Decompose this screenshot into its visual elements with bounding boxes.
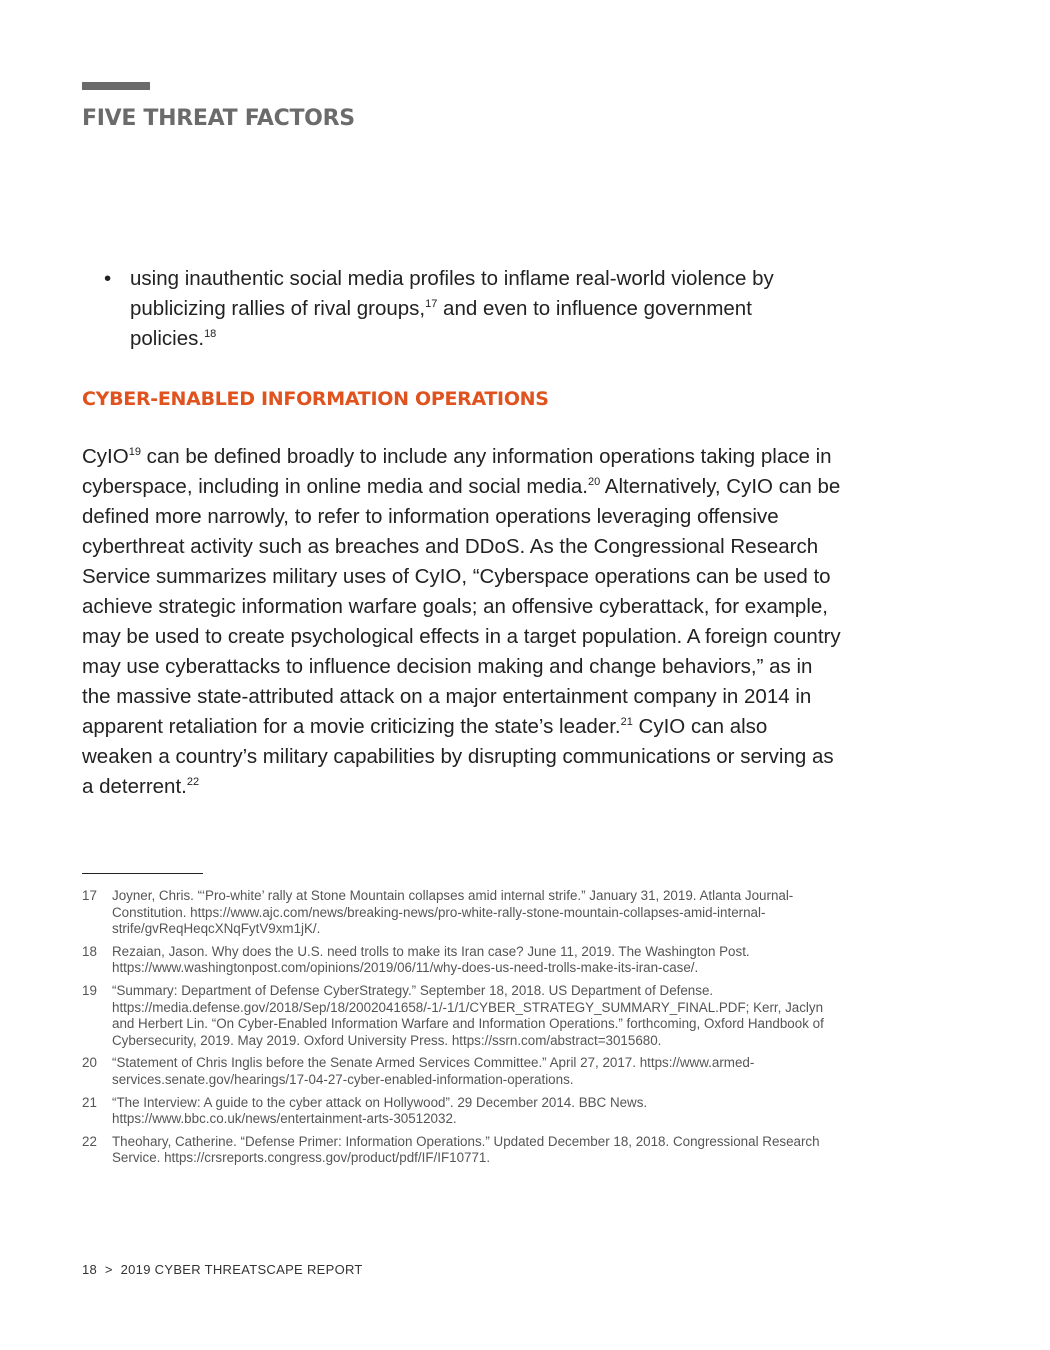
subheading: CYBER-ENABLED INFORMATION OPERATIONS [82, 388, 549, 410]
footnote-number: 19 [82, 982, 97, 998]
footnote-number: 21 [82, 1094, 97, 1110]
footnote-item [82, 1095, 842, 1128]
bullet-dot: • [104, 267, 112, 290]
paragraph-text-4: CyIO can also weaken a country’s military capabilities by disrupting communications or serving as a deterrent. [82, 715, 834, 798]
footnote-text: Joyner, Chris. “‘Pro-white’ rally at Stone Mountain collapses amid internal strife.” January 31, 2019. Atlanta Journal-Constitution. https://www.ajc.com/news/breaking-news/pro-white-rally-stone-mountain-collapses-amid-internal-strife/gvReqHeqcXNqFytV9xm1jK/. [112, 888, 794, 937]
footnote-item [82, 888, 842, 938]
footnote-ref-22[interactable]: 22 [186, 776, 200, 789]
footnotes-list [82, 888, 842, 1173]
bullet-list [104, 264, 824, 354]
footnote-item [82, 1134, 842, 1167]
footnote-divider [82, 873, 203, 874]
footnote-number: 17 [82, 888, 97, 903]
footnote-text: “Statement of Chris Inglis before the Senate Armed Services Committee.” April 27, 2017. https://www.armed-services.senate.gov/hearings/17-04-27-cyber-enabled-information-operations. [112, 1055, 755, 1087]
footnote-item [82, 983, 842, 1049]
footnote-item [82, 944, 842, 977]
footnote-item [82, 1055, 842, 1088]
paragraph-text-3: Alternatively, CyIO can be defined more narrowly, to refer to information operations leveraging offensive cyberthreat activity such as breaches and DDoS. As the Congressional Research Service summarizes military uses of CyIO, “Cyberspace operations can be used to achieve strategic information warfare goals; an offensive cyberattack, for example, may be used to create psychological effects in a target population. A foreign country may use cyberattacks to influence decision making and change behaviors,” as in the massive state-attributed attack on a major entertainment company in 2014 in apparent retaliation for a movie criticizing the state’s leader. [82, 475, 841, 738]
header-accent-bar [82, 82, 150, 90]
footnote-ref-21[interactable]: 21 [620, 716, 633, 729]
footnote-ref-18[interactable]: 18 [204, 328, 217, 341]
footnote-text: “Summary: Department of Defense CyberStrategy.” September 18, 2018. US Department of Defense. https://media.defense.gov/2018/Sep/18/2002041658/-1/-1/1/CYBER_STRATEGY_SUMMARY_FINAL.PDF; Kerr, Jaclyn and Herbert Lin. “On Cyber-Enabled Information Warfare and Information Operations.” forthcoming, Oxford Handbook of Cybersecurity, 2019. May 2019. Oxford University Press. https://ssrn.com/abstract=3015680. [112, 982, 824, 1048]
page-number: 18 [82, 1262, 98, 1277]
footnote-number: 20 [82, 1055, 97, 1071]
footnote-number: 18 [82, 943, 97, 959]
paragraph-text-1: CyIO [82, 445, 129, 468]
bullet-text-cont: and even to influence government policies. [130, 297, 752, 350]
footnote-text: Rezaian, Jason. Why does the U.S. need trolls to make its Iran case? June 11, 2019. The Washington Post. https://www.washingtonpost.com/opinions/2019/06/11/why-does-us-need-trolls-make-its-iran-case/. [112, 943, 750, 976]
body-paragraph [82, 442, 842, 802]
footer-separator: > [104, 1262, 113, 1277]
footnote-number: 22 [82, 1133, 97, 1149]
report-title: 2019 CYBER THREATSCAPE REPORT [120, 1262, 363, 1277]
footnote-ref-17[interactable]: 17 [425, 298, 438, 311]
page-footer [82, 1262, 363, 1277]
bullet-text: using inauthentic social media profiles to inflame real-world violence by publicizing rallies of rival groups, [130, 267, 774, 320]
footnote-text: Theohary, Catherine. “Defense Primer: Information Operations.” Updated December 18, 2018. Congressional Research Service. https://crsreports.congress.gov/product/pdf/IF/IF10771. [112, 1133, 820, 1166]
list-item [104, 264, 824, 354]
footnote-text: “The Interview: A guide to the cyber attack on Hollywood”. 29 December 2014. BBC News. https://www.bbc.co.uk/news/entertainment-arts-30512032. [112, 1094, 648, 1127]
footnote-ref-20[interactable]: 20 [587, 476, 601, 489]
footnote-ref-19[interactable]: 19 [128, 446, 141, 459]
section-title: FIVE THREAT FACTORS [82, 106, 355, 131]
paragraph-text-2: can be defined broadly to include any information operations taking place in cyberspace, including in online media and social media. [82, 445, 832, 498]
